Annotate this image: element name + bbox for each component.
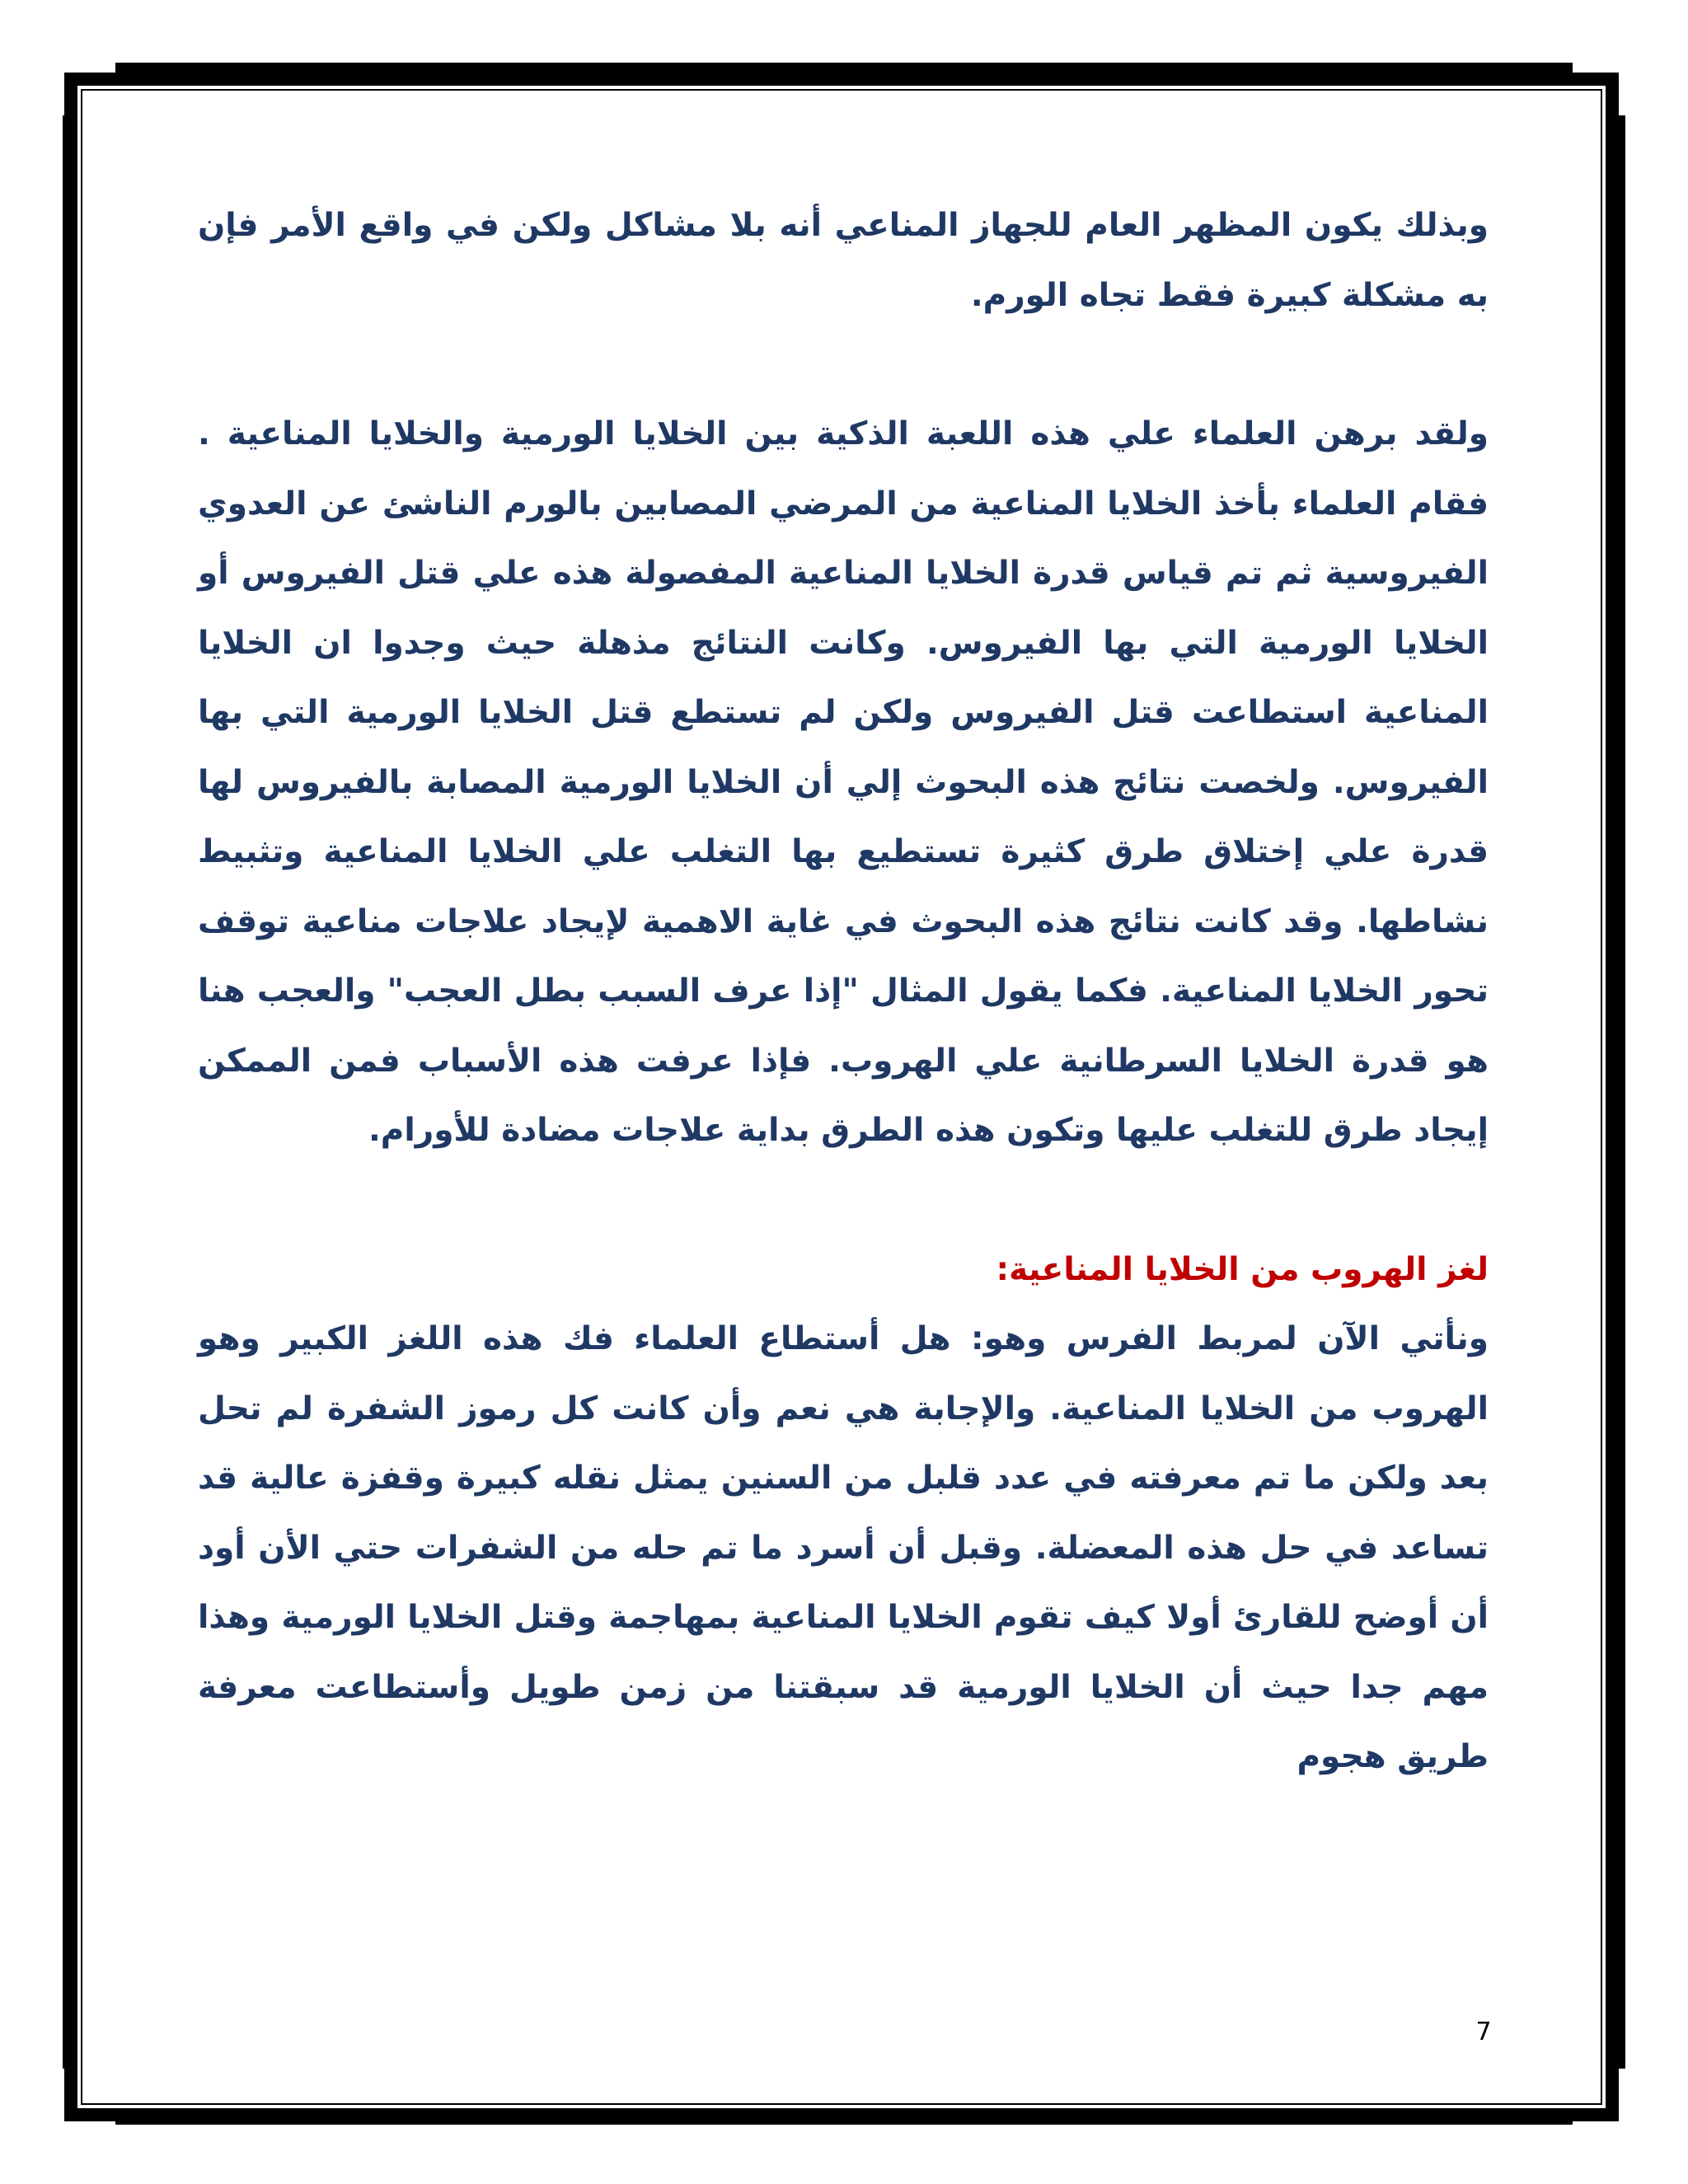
paragraph-research: ولقد برهن العلماء علي هذه اللعبة الذكية بين الخلايا الورمية والخلايا المناعية . فقام العلماء بأخذ الخلايا المناعية من المرضي المصابين بالورم الناشئ عن العدوي الفيروسية ثم تم قياس قدرة الخلايا المناعية المفصولة هذه علي قتل الفيروس أو الخلايا الورمية التي بها الفيروس. وكانت النتائج مذهلة حيث وجدوا ان الخلايا المناعية استطاعت قتل الفيروس ولكن لم تستطع قتل الخلايا الورمية التي بها الفيروس. ولخصت نتائج هذه البحوث إلي أن الخلايا الورمية المصابة بالفيروس لها قدرة علي إختلاق طرق كثيرة تستطيع بها التغلب علي الخلايا المناعية وتثبيط نشاطها. وقد كانت نتائج هذه البحوث في غاية الاهمية لإيجاد علاجات مناعية توقف تحور الخلايا المناعية. فكما يقول المثال "إذا عرف السبب بطل العجب" والعجب هنا هو قدرة الخلايا السرطانية علي الهروب. فإذا عرفت هذه الأسباب فمن الممكن إيجاد طرق للتغلب عليها وتكون هذه الطرق بداية علاجات مضادة للأورام. — [198, 415, 1489, 1149]
page-number: 7 — [1475, 2018, 1492, 2046]
section-heading: لغز الهروب من الخلايا المناعية: — [996, 1250, 1489, 1288]
paragraph-spacer — [198, 1166, 1489, 1235]
paragraph-spacer — [198, 330, 1489, 400]
page-content — [198, 191, 1489, 1793]
paragraph-intro: وبذلك يكون المظهر العام للجهاز المناعي أنه بلا مشاكل ولكن في واقع الأمر فإن به مشكلة كبيرة فقط تجاه الورم. — [198, 207, 1489, 314]
paragraph-escape-puzzle: ونأتي الآن لمربط الفرس وهو: هل أستطاع العلماء فك هذه اللغز الكبير وهو الهروب من الخلايا المناعية. والإجابة هي نعم وأن كانت كل رموز الشفرة لم تحل بعد ولكن ما تم معرفته في عدد قلبل من السنين يمثل نقله كبيرة وقفزة عالية قد تساعد في حل هذه المعضلة. وقبل أن أسرد ما تم حله من الشفرات حتي الأن أود أن أوضح للقارئ أولا كيف تقوم الخلايا المناعية بمهاجمة وقتل الخلايا الورمية وهذا مهم جدا حيث أن الخلايا الورمية قد سبقتنا من زمن طويل وأستطاعت معرفة طريق هجوم — [198, 1320, 1489, 1775]
